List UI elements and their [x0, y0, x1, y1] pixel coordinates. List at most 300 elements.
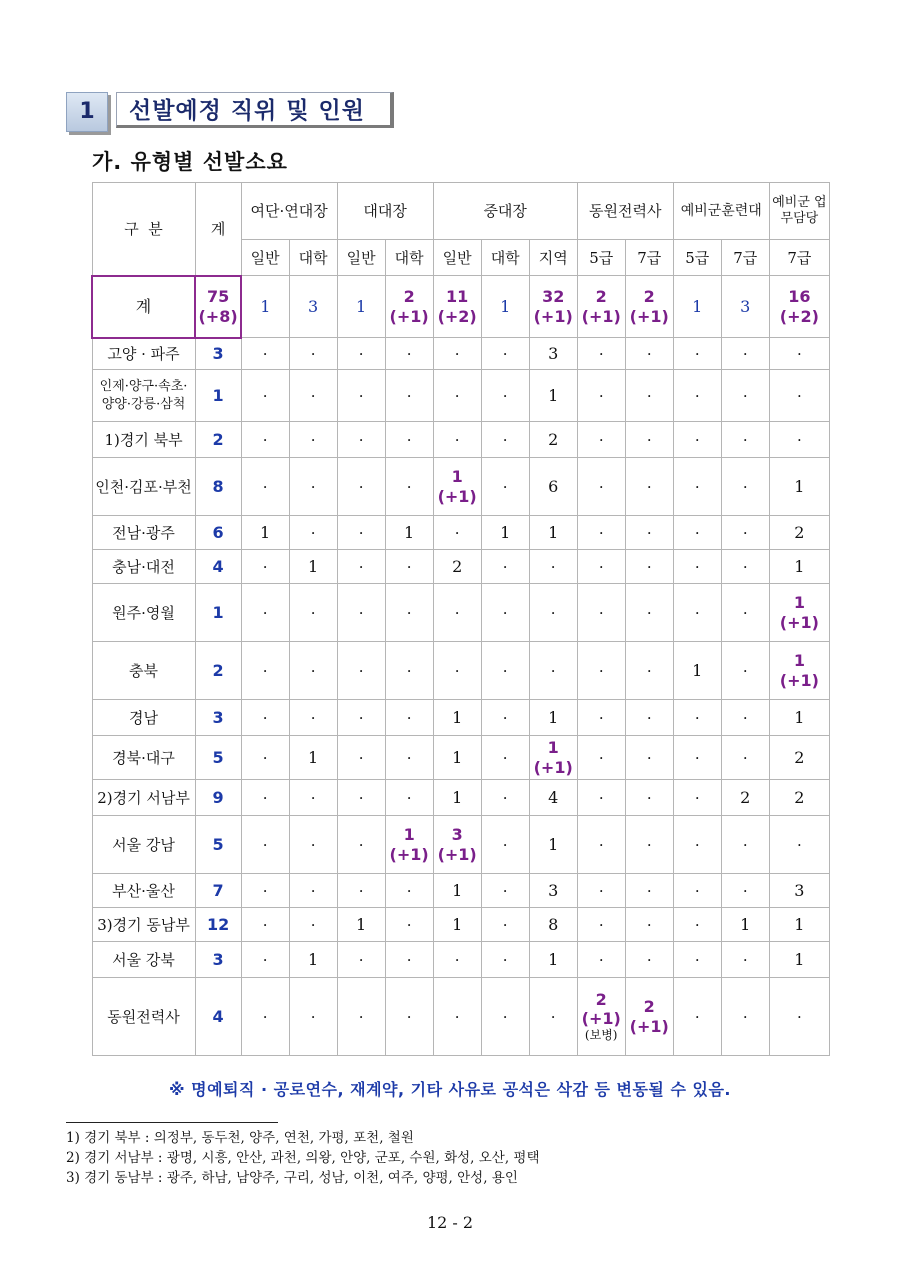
- data-cell: ·: [241, 908, 289, 942]
- sum-cell-change: (+1): [629, 306, 669, 326]
- data-cell: ·: [529, 550, 577, 584]
- sum-cell-value: 32: [542, 287, 565, 307]
- data-cell: ·: [721, 736, 769, 780]
- data-cell: ·: [577, 338, 625, 370]
- data-cell: 1: [481, 516, 529, 550]
- data-cell: ·: [481, 908, 529, 942]
- data-cell: ·: [481, 550, 529, 584]
- data-cell: ·: [433, 642, 481, 700]
- data-cell: ·: [385, 874, 433, 908]
- row-total: 2: [195, 422, 241, 458]
- cell-change: (+1): [581, 1009, 621, 1029]
- data-cell: ·: [289, 516, 337, 550]
- data-cell: ·: [625, 736, 673, 780]
- header-total: 계: [195, 183, 241, 276]
- cell-change: (+1): [629, 1016, 669, 1036]
- data-cell: ·: [241, 816, 289, 874]
- row-label: 2)경기 서남부: [92, 780, 195, 816]
- cell-note: (보병): [584, 1028, 618, 1043]
- row-label: 부산·울산: [92, 874, 195, 908]
- data-cell: ·: [241, 338, 289, 370]
- data-cell: 2: [769, 780, 829, 816]
- data-cell: 1: [529, 700, 577, 736]
- data-cell: ·: [337, 516, 385, 550]
- sum-cell-change: (+1): [389, 306, 429, 326]
- cell-change: (+1): [779, 612, 819, 632]
- data-cell: ·: [241, 736, 289, 780]
- cell-value: 2: [595, 990, 607, 1010]
- sum-cell-change: (+1): [581, 306, 621, 326]
- sum-cell-value: 2: [403, 287, 415, 307]
- data-cell: ·: [577, 458, 625, 516]
- footnotes: [66, 1128, 540, 1188]
- data-cell: ·: [433, 942, 481, 978]
- data-cell: ·: [385, 338, 433, 370]
- data-cell: ·: [625, 642, 673, 700]
- data-cell: ·: [625, 370, 673, 422]
- data-cell: ·: [673, 874, 721, 908]
- data-cell: ·: [625, 338, 673, 370]
- data-cell: ·: [481, 422, 529, 458]
- table-row: [92, 978, 830, 1056]
- data-cell: ·: [289, 700, 337, 736]
- table-row: [92, 642, 830, 700]
- data-cell: ·: [577, 874, 625, 908]
- section-number-badge: 1: [66, 92, 108, 132]
- data-cell: 1: [433, 700, 481, 736]
- data-cell: ·: [769, 338, 829, 370]
- data-cell: ·: [289, 978, 337, 1056]
- data-cell: [529, 736, 577, 780]
- data-cell: 1: [529, 370, 577, 422]
- cell-change: (+1): [437, 486, 477, 506]
- row-label: 경북·대구: [92, 736, 195, 780]
- data-cell: ·: [577, 370, 625, 422]
- row-label: 3)경기 동남부: [92, 908, 195, 942]
- data-cell: ·: [433, 584, 481, 642]
- page-number: 12 - 2: [426, 1213, 474, 1232]
- data-cell: ·: [721, 642, 769, 700]
- data-cell: ·: [625, 550, 673, 584]
- data-cell: ·: [385, 978, 433, 1056]
- data-cell: ·: [481, 370, 529, 422]
- sum-row-cell: 1: [673, 276, 721, 338]
- row-total: 3: [195, 338, 241, 370]
- data-cell: 1: [769, 550, 829, 584]
- data-cell: ·: [529, 978, 577, 1056]
- data-cell: 2: [433, 550, 481, 584]
- data-cell: ·: [625, 516, 673, 550]
- footnote-divider: [66, 1122, 278, 1123]
- data-cell: ·: [481, 780, 529, 816]
- table-row: [92, 338, 830, 370]
- data-cell: [769, 642, 829, 700]
- table-row: [92, 516, 830, 550]
- data-cell: 1: [289, 550, 337, 584]
- data-cell: ·: [577, 780, 625, 816]
- data-cell: 3: [769, 874, 829, 908]
- sum-cell-value: 16: [788, 287, 811, 307]
- data-cell: ·: [721, 700, 769, 736]
- row-total: 8: [195, 458, 241, 516]
- row-label: 인천·김포·부천: [92, 458, 195, 516]
- row-total: 7: [195, 874, 241, 908]
- data-cell: ·: [769, 422, 829, 458]
- sum-cell-value: 11: [446, 287, 469, 307]
- table-row: [92, 908, 830, 942]
- data-cell: ·: [673, 516, 721, 550]
- table-row: [92, 700, 830, 736]
- header-group-mobilization: 동원전력사: [577, 183, 673, 240]
- data-cell: ·: [769, 370, 829, 422]
- row-label: 인제·양구·속초·양양·강릉·삼척: [92, 370, 195, 422]
- data-cell: ·: [385, 642, 433, 700]
- data-cell: ·: [385, 584, 433, 642]
- subheader-cell: 대학: [289, 240, 337, 276]
- data-cell: ·: [241, 700, 289, 736]
- data-cell: ·: [481, 816, 529, 874]
- sum-cell-change: (+1): [533, 306, 573, 326]
- data-cell: [577, 978, 625, 1056]
- data-cell: ·: [721, 942, 769, 978]
- sum-total-value: 75: [206, 287, 230, 307]
- data-cell: ·: [673, 458, 721, 516]
- data-cell: 3: [529, 874, 577, 908]
- data-cell: ·: [625, 700, 673, 736]
- row-total: 3: [195, 942, 241, 978]
- data-cell: ·: [289, 780, 337, 816]
- data-cell: 1: [289, 942, 337, 978]
- data-cell: 1: [721, 908, 769, 942]
- sum-row-cell: 3: [721, 276, 769, 338]
- data-cell: ·: [577, 908, 625, 942]
- data-cell: ·: [577, 942, 625, 978]
- data-cell: ·: [625, 942, 673, 978]
- subheader-cell: 대학: [385, 240, 433, 276]
- row-total: 4: [195, 978, 241, 1056]
- data-cell: ·: [337, 338, 385, 370]
- section-title: 선발예정 직위 및 인원: [116, 92, 394, 128]
- data-cell: 1: [769, 908, 829, 942]
- table-row: [92, 942, 830, 978]
- data-cell: ·: [385, 700, 433, 736]
- header-category: 구 분: [92, 183, 195, 276]
- row-label: 서울 강남: [92, 816, 195, 874]
- data-cell: ·: [577, 736, 625, 780]
- data-cell: ·: [241, 370, 289, 422]
- data-cell: ·: [337, 550, 385, 584]
- row-total: 9: [195, 780, 241, 816]
- data-cell: ·: [577, 584, 625, 642]
- data-cell: ·: [721, 978, 769, 1056]
- cell-change: (+1): [437, 844, 477, 864]
- data-cell: ·: [673, 942, 721, 978]
- data-cell: ·: [673, 700, 721, 736]
- data-cell: ·: [433, 338, 481, 370]
- header-group-reserve-admin: 예비군 업무담당: [769, 183, 829, 240]
- row-total: 5: [195, 816, 241, 874]
- data-cell: 1: [385, 516, 433, 550]
- subheader-cell: 일반: [241, 240, 289, 276]
- sum-cell-value: 2: [643, 287, 655, 307]
- data-cell: ·: [337, 942, 385, 978]
- notice-text: ※ 명예퇴직 · 공로연수, 재계약, 기타 사유로 공석은 삭감 등 변동될 수 있음.: [169, 1080, 731, 1099]
- data-cell: ·: [337, 700, 385, 736]
- data-cell: ·: [721, 458, 769, 516]
- data-cell: 1: [241, 516, 289, 550]
- data-cell: ·: [337, 978, 385, 1056]
- data-cell: ·: [673, 584, 721, 642]
- table-row: [92, 874, 830, 908]
- data-cell: ·: [673, 550, 721, 584]
- row-label: 충북: [92, 642, 195, 700]
- data-cell: ·: [625, 908, 673, 942]
- data-cell: ·: [337, 780, 385, 816]
- data-cell: ·: [385, 780, 433, 816]
- data-cell: ·: [481, 338, 529, 370]
- data-cell: ·: [289, 874, 337, 908]
- footnote-1: 1) 경기 북부 : 의정부, 동두천, 양주, 연천, 가평, 포천, 철원: [66, 1130, 414, 1146]
- header-group-training-unit: 예비군훈련대: [673, 183, 769, 240]
- data-cell: ·: [625, 816, 673, 874]
- data-cell: ·: [289, 584, 337, 642]
- data-cell: ·: [481, 874, 529, 908]
- data-cell: ·: [577, 642, 625, 700]
- data-cell: ·: [577, 550, 625, 584]
- row-total: 5: [195, 736, 241, 780]
- table-row: [92, 816, 830, 874]
- section-heading: [66, 92, 401, 132]
- sum-row-cell: [385, 276, 433, 338]
- data-cell: 1: [433, 908, 481, 942]
- data-cell: 1: [337, 908, 385, 942]
- subheader-cell: 7급: [769, 240, 829, 276]
- data-cell: ·: [241, 942, 289, 978]
- footnote-3: 3) 경기 동남부 : 광주, 하남, 남양주, 구리, 성남, 이천, 여주, 양평, 안성, 용인: [66, 1170, 518, 1186]
- data-cell: ·: [337, 874, 385, 908]
- data-cell: ·: [385, 736, 433, 780]
- subheader-cell: 일반: [337, 240, 385, 276]
- data-cell: ·: [673, 816, 721, 874]
- data-cell: ·: [481, 736, 529, 780]
- data-cell: ·: [337, 642, 385, 700]
- data-cell: 2: [529, 422, 577, 458]
- cell-value: 1: [451, 467, 463, 487]
- data-cell: ·: [337, 736, 385, 780]
- row-total: 2: [195, 642, 241, 700]
- row-total: 1: [195, 370, 241, 422]
- cell-change: (+1): [389, 844, 429, 864]
- data-cell: ·: [385, 550, 433, 584]
- data-cell: ·: [673, 978, 721, 1056]
- row-label: 서울 강북: [92, 942, 195, 978]
- selection-table: [91, 182, 830, 1056]
- data-cell: ·: [481, 942, 529, 978]
- data-cell: ·: [337, 422, 385, 458]
- data-cell: ·: [385, 908, 433, 942]
- subheader-cell: 지역: [529, 240, 577, 276]
- data-cell: ·: [721, 874, 769, 908]
- row-label: 원주·영월: [92, 584, 195, 642]
- subheader-cell: 7급: [625, 240, 673, 276]
- data-cell: ·: [241, 874, 289, 908]
- data-cell: ·: [385, 458, 433, 516]
- data-cell: ·: [385, 422, 433, 458]
- sum-row-cell: [529, 276, 577, 338]
- row-total: 6: [195, 516, 241, 550]
- table-row: [92, 584, 830, 642]
- row-label: 경남: [92, 700, 195, 736]
- data-cell: ·: [241, 978, 289, 1056]
- subsection-title: 가. 유형별 선발소요: [92, 150, 288, 174]
- data-cell: ·: [337, 458, 385, 516]
- data-cell: 1: [289, 736, 337, 780]
- row-label: 고양 · 파주: [92, 338, 195, 370]
- sum-cell-change: (+2): [779, 306, 819, 326]
- data-cell: ·: [337, 816, 385, 874]
- data-cell: 1: [433, 736, 481, 780]
- data-cell: ·: [673, 422, 721, 458]
- data-cell: ·: [673, 338, 721, 370]
- header-group-battalion: 대대장: [337, 183, 433, 240]
- data-cell: ·: [337, 370, 385, 422]
- data-cell: ·: [625, 874, 673, 908]
- cell-value: 1: [547, 738, 559, 758]
- data-cell: [433, 458, 481, 516]
- data-cell: ·: [721, 816, 769, 874]
- sum-cell-value: 2: [595, 287, 607, 307]
- data-cell: ·: [289, 816, 337, 874]
- row-total: 12: [195, 908, 241, 942]
- data-cell: ·: [721, 516, 769, 550]
- data-cell: ·: [721, 370, 769, 422]
- sum-row-cell: [625, 276, 673, 338]
- footnote-2: 2) 경기 서남부 : 광명, 시흥, 안산, 과천, 의왕, 안양, 군포, 수원, 화성, 오산, 평택: [66, 1150, 540, 1166]
- subheader-cell: 대학: [481, 240, 529, 276]
- data-cell: [385, 816, 433, 874]
- data-cell: ·: [433, 516, 481, 550]
- data-cell: ·: [721, 422, 769, 458]
- data-cell: [433, 816, 481, 874]
- data-cell: 1: [529, 516, 577, 550]
- data-cell: ·: [721, 338, 769, 370]
- data-cell: ·: [721, 584, 769, 642]
- data-cell: ·: [433, 370, 481, 422]
- cell-change: (+1): [533, 757, 573, 777]
- data-cell: ·: [433, 978, 481, 1056]
- row-label: 충남·대전: [92, 550, 195, 584]
- data-cell: [769, 584, 829, 642]
- data-cell: ·: [481, 978, 529, 1056]
- data-cell: ·: [673, 780, 721, 816]
- data-cell: ·: [673, 908, 721, 942]
- row-total: 4: [195, 550, 241, 584]
- data-cell: ·: [673, 370, 721, 422]
- data-cell: ·: [529, 584, 577, 642]
- data-cell: ·: [481, 584, 529, 642]
- data-cell: 4: [529, 780, 577, 816]
- data-cell: 1: [769, 700, 829, 736]
- cell-change: (+1): [779, 670, 819, 690]
- data-cell: ·: [769, 816, 829, 874]
- sum-row-cell: [769, 276, 829, 338]
- sum-cell-change: (+2): [437, 306, 477, 326]
- data-cell: 1: [769, 942, 829, 978]
- data-cell: 1: [433, 874, 481, 908]
- sum-row-total: [195, 276, 241, 338]
- data-cell: ·: [241, 780, 289, 816]
- sum-row-cell: [577, 276, 625, 338]
- cell-value: 2: [643, 997, 655, 1017]
- data-cell: ·: [625, 584, 673, 642]
- row-total: 1: [195, 584, 241, 642]
- data-cell: 6: [529, 458, 577, 516]
- table-row: [92, 370, 830, 422]
- subheader-cell: 5급: [577, 240, 625, 276]
- cell-value: 3: [451, 825, 463, 845]
- header-group-brigade: 여단·연대장: [241, 183, 337, 240]
- table-row: [92, 736, 830, 780]
- data-cell: 2: [721, 780, 769, 816]
- table-row: [92, 780, 830, 816]
- sum-row-cell: [433, 276, 481, 338]
- data-cell: ·: [289, 338, 337, 370]
- sum-row-cell: 3: [289, 276, 337, 338]
- data-cell: ·: [289, 458, 337, 516]
- table-row: [92, 458, 830, 516]
- row-label: 전남·광주: [92, 516, 195, 550]
- data-cell: ·: [241, 458, 289, 516]
- row-total: 3: [195, 700, 241, 736]
- data-cell: 1: [673, 642, 721, 700]
- data-cell: ·: [241, 422, 289, 458]
- data-cell: ·: [529, 642, 577, 700]
- sum-row-cell: 1: [241, 276, 289, 338]
- data-cell: ·: [673, 736, 721, 780]
- data-cell: ·: [241, 584, 289, 642]
- data-cell: ·: [577, 516, 625, 550]
- data-cell: ·: [481, 458, 529, 516]
- data-cell: ·: [577, 422, 625, 458]
- data-cell: 2: [769, 516, 829, 550]
- data-cell: ·: [241, 550, 289, 584]
- data-cell: 1: [433, 780, 481, 816]
- data-cell: ·: [577, 816, 625, 874]
- row-label: 1)경기 북부: [92, 422, 195, 458]
- sum-row-cell: 1: [481, 276, 529, 338]
- data-cell: [625, 978, 673, 1056]
- data-cell: ·: [481, 642, 529, 700]
- data-cell: ·: [337, 584, 385, 642]
- data-cell: 1: [529, 816, 577, 874]
- data-cell: ·: [625, 422, 673, 458]
- data-cell: 3: [529, 338, 577, 370]
- table-row: [92, 550, 830, 584]
- data-cell: 1: [529, 942, 577, 978]
- subheader-cell: 일반: [433, 240, 481, 276]
- data-cell: ·: [289, 422, 337, 458]
- data-cell: ·: [289, 908, 337, 942]
- sum-row-cell: 1: [337, 276, 385, 338]
- data-cell: ·: [385, 370, 433, 422]
- data-cell: ·: [433, 422, 481, 458]
- data-cell: ·: [625, 458, 673, 516]
- data-cell: ·: [241, 642, 289, 700]
- data-cell: ·: [289, 642, 337, 700]
- cell-value: 1: [403, 825, 415, 845]
- sum-total-change: (+8): [198, 306, 238, 326]
- cell-value: 1: [793, 651, 805, 671]
